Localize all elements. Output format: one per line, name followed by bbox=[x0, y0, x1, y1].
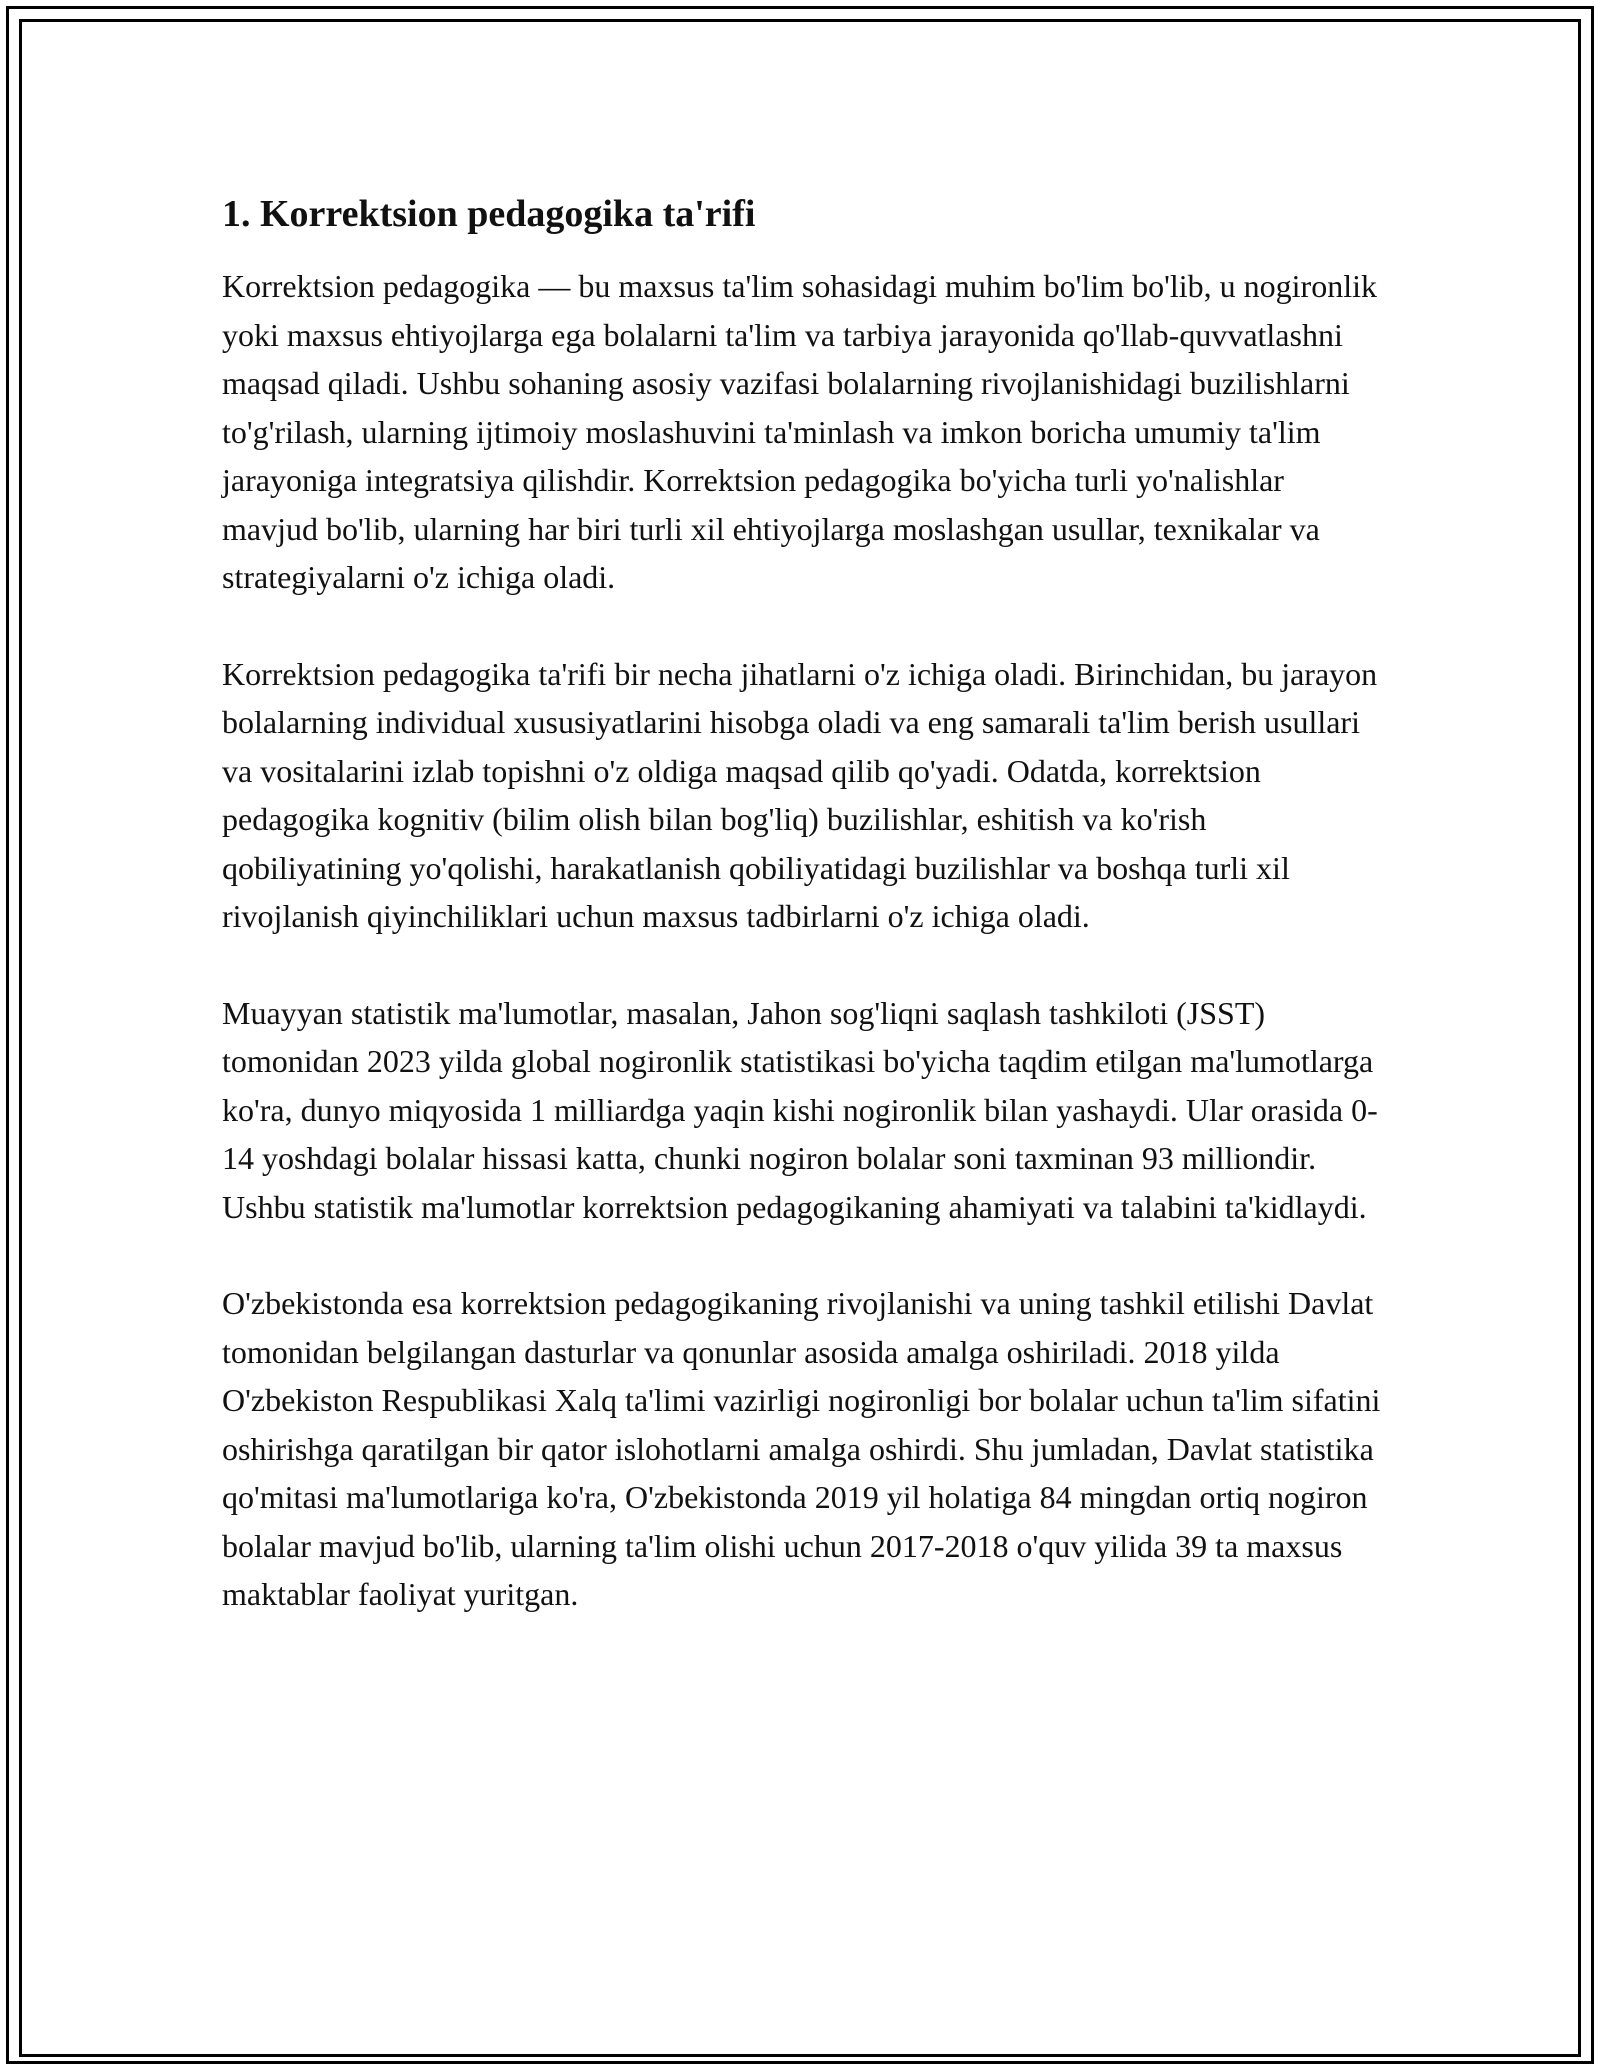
paragraph-definition: Korrektsion pedagogika — bu maxsus ta'lim sohasidagi muhim bo'lim bo'lib, u nogironlik yoki maxsus ehtiyojlarga ega bolalarni ta'lim va tarbiya jarayonida qo'llab-quvvatlashni maqsad qiladi. Ushbu sohaning asosiy vazifasi bolalarning rivojlanishidagi buzilishlarni to'g'rilash, ularning ijtimoiy moslashuvini ta'minlash va imkon boricha umumiy ta'lim jarayoniga integratsiya qilishdir. Korrektsion pedagogika bo'yicha turli yo'nalishlar mavjud bo'lib, ularning har biri turli xil ehtiyojlarga moslashgan usullar, texnikalar va strategiyalarni o'z ichiga oladi. bbox=[222, 268, 1377, 595]
paragraph-uzbekistan: O'zbekistonda esa korrektsion pedagogikaning rivojlanishi va uning tashkil etilishi Davlat tomonidan belgilangan dasturlar va qonunlar asosida amalga oshiriladi. 2018 yilda O'zbekiston Respublikasi Xalq ta'limi vazirligi nogironligi bor bolalar uchun ta'lim sifatini oshirishga qaratilgan bir qator islohotlarni amalga oshirdi. Shu jumladan, Davlat statistika qo'mitasi ma'lumotlariga ko'ra, O'zbekistonda 2019 yil holatiga 84 mingdan ortiq nogiron bolalar mavjud bo'lib, ularning ta'lim olishi uchun 2017-2018 o'quv yilida 39 ta maxsus maktablar faoliyat yuritgan. bbox=[222, 1285, 1381, 1612]
document-body bbox=[222, 186, 1382, 1667]
paragraph-global-statistics: Muayyan statistik ma'lumotlar, masalan, Jahon sog'liqni saqlash tashkiloti (JSST) tomonidan 2023 yilda global nogironlik statistikasi bo'yicha taqdim etilgan ma'lumotlarga ko'ra, dunyo miqyosida 1 milliardga yaqin kishi nogironlik bilan yashaydi. Ular orasida 0-14 yoshdagi bolalar hissasi katta, chunki nogiron bolalar soni taxminan 93 milliondir. Ushbu statistik ma'lumotlar korrektsion pedagogikaning ahamiyati va talabini ta'kidlaydi. bbox=[222, 994, 1378, 1225]
paragraph-aspects: Korrektsion pedagogika ta'rifi bir necha jihatlarni o'z ichiga oladi. Birinchidan, bu jarayon bolalarning individual xususiyatlarini hisobga oladi va eng samarali ta'lim berish usullari va vositalarini izlab topishni o'z oldiga maqsad qilib qo'yadi. Odatda, korrektsion pedagogika kognitiv (bilim olish bilan bog'liq) buzilishlar, eshitish va ko'rish qobiliyatining yo'qolishi, harakatlanish qobiliyatidagi buzilishlar va boshqa turli xil rivojlanish qiyinchiliklari uchun maxsus tadbirlarni o'z ichiga oladi. bbox=[222, 655, 1378, 934]
section-heading: 1. Korrektsion pedagogika ta'rifi bbox=[222, 193, 756, 235]
